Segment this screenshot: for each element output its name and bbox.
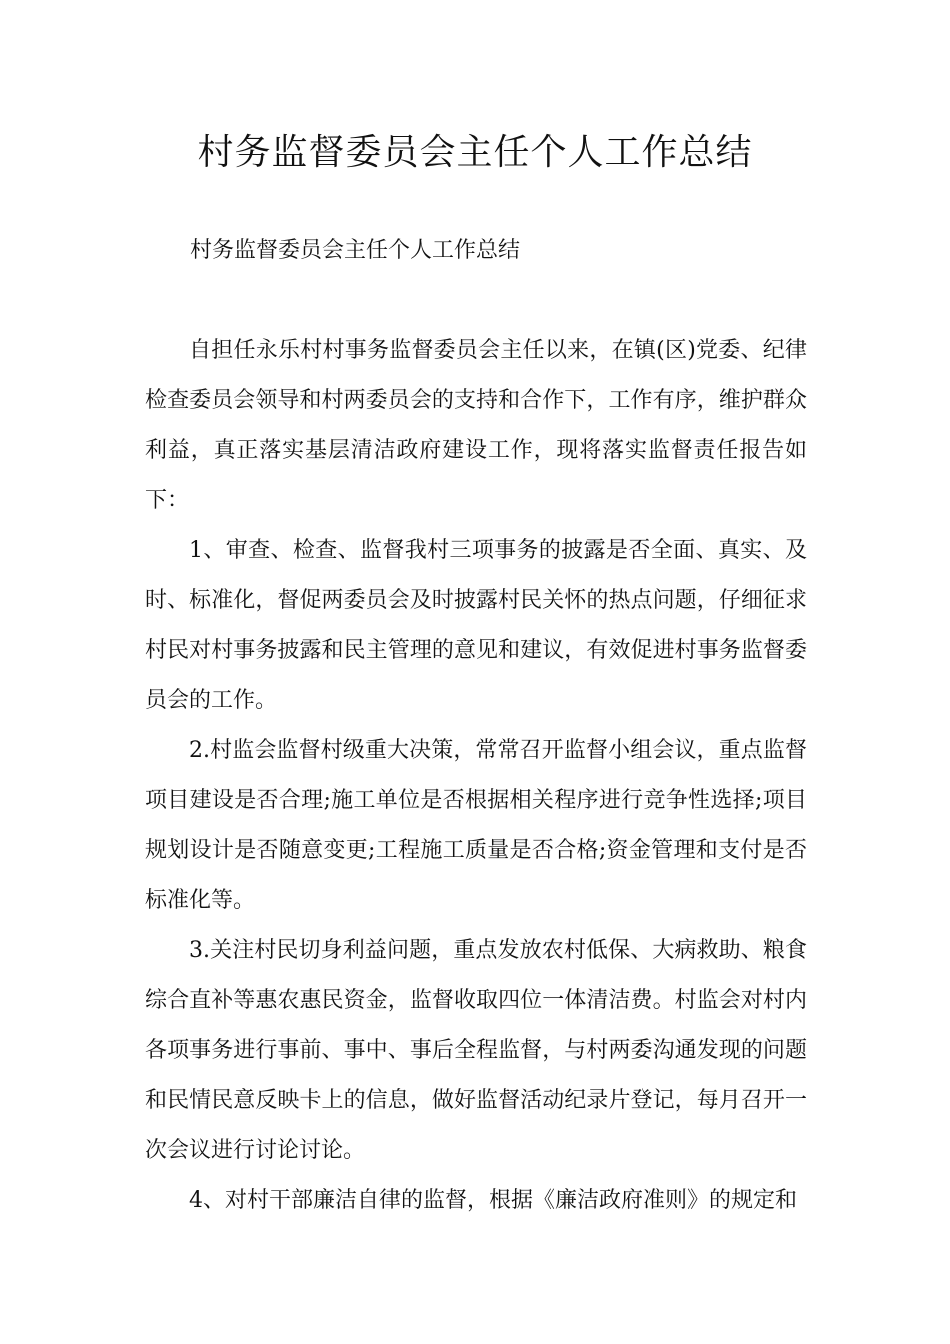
document-body (145, 326, 807, 1226)
paragraph-item-4: 4、对村干部廉洁自律的监督，根据《廉洁政府准则》的规定和 (189, 1188, 797, 1213)
document-title: 村务监督委员会主任个人工作总结 (197, 132, 753, 173)
paragraph-item-3: 3.关注村民切身利益问题，重点发放农村低保、大病救助、粮食综合直补等惠农惠民资金，监督收取四位一体清洁费。村监会对村内各项事务进行事前、事中、事后全程监督，与村两委沟通发现的问题和民情民意反映卡上的信息，做好监督活动纪录片登记，每月召开一次会议进行讨论讨论。 (145, 938, 807, 1163)
paragraph-intro: 自担任永乐村村事务监督委员会主任以来，在镇(区)党委、纪律检查委员会领导和村两委员会的支持和合作下，工作有序，维护群众利益，真正落实基层清洁政府建设工作，现将落实监督责任报告如下： (145, 338, 807, 513)
document-subtitle: 村务监督委员会主任个人工作总结 (190, 238, 521, 263)
paragraph-item-2: 2.村监会监督村级重大决策，常常召开监督小组会议，重点监督项目建设是否合理;施工单位是否根据相关程序进行竞争性选择;项目规划设计是否随意变更;工程施工质量是否合格;资金管理和支付是否标准化等。 (145, 738, 807, 913)
paragraph-item-1: 1、审查、检查、监督我村三项事务的披露是否全面、真实、及时、标准化，督促两委员会及时披露村民关怀的热点问题，仔细征求村民对村事务披露和民主管理的意见和建议，有效促进村事务监督委员会的工作。 (145, 538, 807, 713)
